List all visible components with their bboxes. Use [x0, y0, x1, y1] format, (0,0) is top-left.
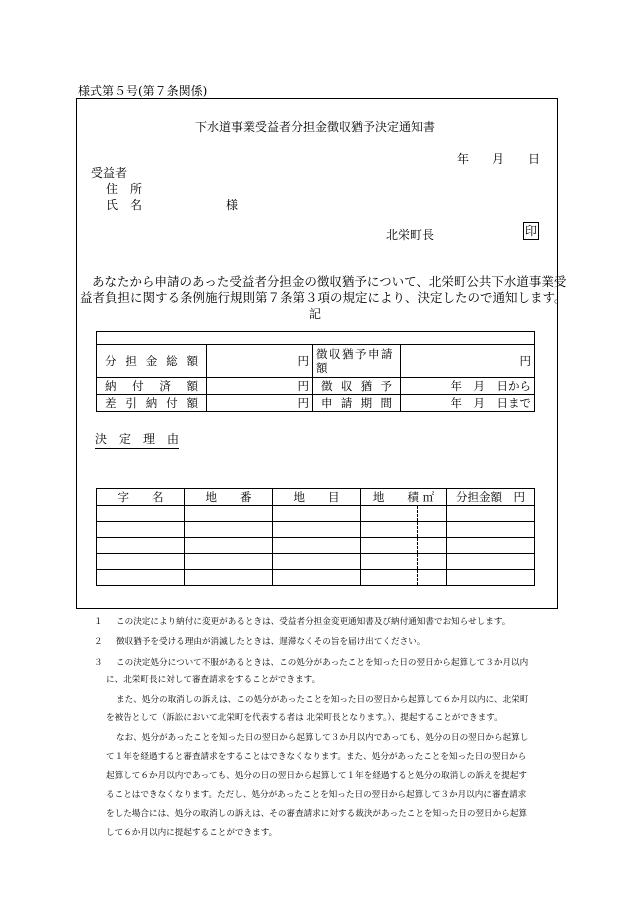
table-row	[97, 522, 535, 538]
amount-table	[96, 331, 535, 412]
ki-label: 記	[309, 307, 322, 321]
note-3-line-10: して６か月以内に提起することができます。	[106, 828, 278, 838]
form-number: 様式第５号(第７条関係)	[78, 84, 208, 98]
note-3-line-2: に、北栄町長に対して審査請求をすることができます。	[106, 675, 321, 685]
table-row	[97, 538, 535, 554]
sama-label: 様	[226, 198, 239, 212]
paid-amount-label: 納付済額	[97, 378, 207, 395]
seal-mark: 印	[525, 224, 538, 238]
recipient-label: 受益者	[91, 166, 128, 180]
table-header-row	[97, 489, 535, 506]
net-amount-unit: 円	[207, 395, 313, 412]
reason-label: 決 定 理 由	[95, 430, 179, 449]
body-line-1: あなたから申請のあった受益者分担金の徴収猶予について、北栄町公共下水道事業受	[92, 274, 567, 289]
table-row	[97, 378, 535, 395]
note-3-line-8: ることはできなくなります。ただし、処分があったことを知った日の翌日から起算して３か月以内に審査請求	[106, 790, 527, 800]
deferral-label: 徴収猶予	[313, 378, 401, 395]
paid-amount-unit: 円	[207, 378, 313, 395]
date-month: 月	[492, 152, 505, 166]
header-chimoku: 地 目	[273, 489, 361, 506]
table-row	[97, 570, 535, 586]
note-3-number: ３	[94, 658, 103, 668]
note-3-line-4: を被告として（訴訟において北栄町を代表する者は 北栄町長となります。）、提起することができます。	[106, 713, 503, 723]
header-chiban: 地 番	[185, 489, 273, 506]
note-3-line-6: て１年を経過すると審査請求をすることはできなくなります。また、処分があったことを知った日の翌日から	[106, 752, 527, 762]
net-amount-label: 差引納付額	[97, 395, 207, 412]
land-table	[96, 488, 535, 586]
table-row	[97, 332, 535, 345]
table-row	[97, 395, 535, 412]
note-1-text: この決定により納付に変更があるときは、受益者分担金変更通知書及び納付通知書でお知らせします。	[116, 617, 511, 627]
note-3-line-5: なお、処分があったことを知った日の翌日から起算して３か月以内であっても、処分の日の翌日から起算し	[116, 733, 529, 743]
body-line-2: 益者負担に関する条例施行規則第７条第３項の規定により、決定したので通知します。	[80, 290, 567, 305]
deferral-request-label: 徴収猶予申請額	[313, 345, 401, 378]
header-aza: 字 名	[97, 489, 185, 506]
note-1-number: １	[94, 617, 103, 627]
table-row	[97, 554, 535, 570]
note-3-line-3: また、処分の取消しの訴えは、この処分があったことを知った日の翌日から起算して６か月以内に、北栄町	[116, 695, 529, 705]
table-row	[97, 506, 535, 522]
note-2-text: 徴収猶予を受ける理由が消滅したときは、遅滞なくその旨を届け出てください。	[116, 637, 426, 647]
period-to: 年 月 日まで	[401, 395, 535, 412]
period-label: 申請期間	[313, 395, 401, 412]
note-2-number: ２	[94, 637, 103, 647]
note-3-line-7: 起算して６か月以内であっても、処分の日の翌日から起算して１年を経過すると処分の取消しの訴えを提起す	[106, 771, 528, 781]
note-3-line-1: この決定処分について不服があるときは、この処分があったことを知った日の翌日から起算して３か月以内	[116, 658, 529, 668]
table-row	[97, 345, 535, 378]
document-title: 下水道事業受益者分担金徴収猶予決定通知書	[194, 120, 435, 134]
deferral-request-unit: 円	[401, 345, 535, 378]
name-label: 氏 名	[106, 198, 143, 212]
header-chiseki: 地 積 ㎡	[361, 489, 447, 506]
issuer-name: 北栄町長	[386, 228, 435, 242]
address-label: 住 所	[106, 182, 143, 196]
date-year: 年	[457, 152, 470, 166]
period-from: 年 月 日から	[401, 378, 535, 395]
total-amount-label: 分担金総額	[97, 345, 207, 378]
note-3-line-9: をした場合には、処分の取消しの訴えは、その審査請求に対する裁決があったことを知った日の翌日から起算	[106, 809, 528, 819]
total-amount-unit: 円	[207, 345, 313, 378]
header-amount: 分担金額 円	[447, 489, 535, 506]
date-day: 日	[528, 152, 541, 166]
